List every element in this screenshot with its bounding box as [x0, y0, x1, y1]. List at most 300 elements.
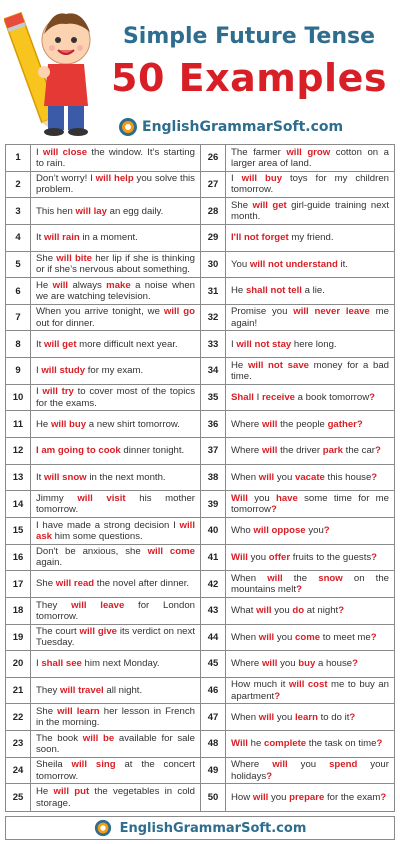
highlighted-verb: ? [266, 770, 273, 782]
example-sentence [31, 278, 200, 304]
example-row [201, 598, 394, 625]
brand-name: EnglishGrammarSoft.com [142, 119, 344, 135]
example-number: 49 [201, 758, 226, 784]
highlighted-verb: will rain [44, 232, 80, 244]
highlighted-verb: ? [375, 445, 381, 457]
example-sentence [31, 491, 200, 517]
sentence-text: me to buy an apartment [231, 679, 389, 702]
example-number: 26 [201, 145, 226, 171]
sentence-text: you solve this problem. [36, 173, 195, 196]
highlighted-verb: will not understand [249, 258, 338, 270]
sentence-text: I [231, 173, 242, 185]
example-sentence [31, 198, 200, 224]
sentence-text: Where [231, 418, 262, 430]
sentence-text: for London tomorrow. [36, 599, 195, 622]
example-row [201, 252, 394, 279]
sentence-text: I [36, 658, 42, 670]
example-number: 17 [6, 571, 31, 597]
highlighted-verb: will get [44, 338, 77, 350]
example-sentence [226, 704, 394, 730]
example-sentence [31, 225, 200, 251]
highlighted-verb: will oppose [253, 525, 306, 537]
sentence-text: It [36, 232, 44, 244]
highlighted-verb: ? [323, 525, 330, 537]
example-sentence [31, 465, 200, 491]
sentence-text: this house [324, 471, 372, 483]
example-sentence [31, 172, 200, 198]
example-sentence [226, 252, 394, 278]
example-sentence [226, 331, 394, 357]
example-number: 12 [6, 438, 31, 464]
example-row [201, 438, 394, 465]
example-number: 8 [6, 331, 31, 357]
example-sentence [31, 305, 200, 331]
highlighted-verb: ? [371, 471, 378, 483]
header [0, 0, 400, 140]
sentence-text: you [247, 492, 276, 504]
sentence-text: I [231, 338, 237, 350]
brand-logo-icon [94, 819, 112, 837]
sentence-text: I [253, 391, 262, 403]
sentence-text: Promise you [231, 306, 294, 318]
sentence-text: When [231, 711, 259, 723]
highlighted-verb: Shall [231, 391, 254, 403]
example-sentence [226, 545, 394, 571]
example-number: 35 [201, 385, 226, 411]
sentence-text: He [231, 285, 246, 297]
example-row [6, 305, 200, 332]
sentence-text: for the exam [324, 792, 381, 804]
highlighted-verb: will visit [77, 492, 126, 504]
example-number: 20 [6, 651, 31, 677]
example-number: 32 [201, 305, 226, 331]
example-number: 24 [6, 758, 31, 784]
example-row [6, 198, 200, 225]
example-number: 21 [6, 678, 31, 704]
example-row [6, 172, 200, 199]
example-number: 48 [201, 731, 226, 757]
highlighted-verb: come [295, 631, 321, 643]
highlighted-verb: will study [41, 365, 86, 377]
sentence-text: When [231, 572, 268, 584]
sentence-text: you [274, 711, 296, 723]
example-number: 5 [6, 252, 31, 278]
highlighted-verb: will come [147, 546, 195, 558]
example-row [6, 678, 200, 705]
sentence-text: the task on time [306, 738, 377, 750]
sentence-text: the car [343, 445, 375, 457]
example-number: 41 [201, 545, 226, 571]
example-row [201, 225, 394, 252]
example-number: 16 [6, 545, 31, 571]
examples-column-right [200, 145, 394, 811]
example-row [6, 145, 200, 172]
sentence-text: her lesson in French in the morning. [36, 706, 195, 729]
example-sentence [226, 678, 394, 704]
example-sentence [226, 651, 394, 677]
example-row [201, 305, 394, 332]
example-row [201, 625, 394, 652]
sentence-text: some time for me tomorrow [231, 492, 389, 516]
example-number: 37 [201, 438, 226, 464]
sentence-text: at night [304, 605, 339, 617]
highlighted-verb: Will [231, 492, 248, 504]
example-sentence [31, 518, 200, 544]
example-number: 31 [201, 278, 226, 304]
highlighted-verb: park [322, 445, 343, 457]
example-row [201, 784, 394, 811]
sentence-text: fruits to the guests [290, 551, 372, 563]
sentence-text: He [36, 418, 51, 430]
sentence-text: They [36, 685, 60, 697]
example-sentence [31, 438, 200, 464]
sentence-text: She [36, 706, 58, 718]
sentence-text: dinner tonight. [120, 445, 185, 457]
highlighted-verb: Will [231, 738, 248, 750]
highlighted-verb: will [258, 471, 275, 483]
brand-header [118, 116, 343, 138]
example-number: 33 [201, 331, 226, 357]
sentence-text: you [274, 471, 296, 483]
highlighted-verb: will not save [247, 359, 309, 371]
sentence-text: toys for my children tomorrow. [231, 173, 389, 196]
example-sentence [226, 438, 394, 464]
example-number: 38 [201, 465, 226, 491]
highlighted-verb: will sing [71, 759, 116, 771]
sentence-text: I have made a strong decision I [36, 519, 180, 531]
example-number: 46 [201, 678, 226, 704]
sentence-text: you [277, 658, 299, 670]
sentence-text: available for sale soon. [36, 732, 195, 755]
example-row [201, 172, 394, 199]
sentence-text: on the mountains melt [231, 572, 390, 596]
example-sentence [31, 252, 200, 278]
sentence-text: you [268, 792, 290, 804]
sentence-text: When [231, 471, 259, 483]
sentence-text: The court [36, 626, 80, 638]
example-sentence [226, 731, 394, 757]
example-number: 42 [201, 571, 226, 597]
sentence-text: When you arrive tonight, we [36, 306, 164, 318]
sentence-text: his mother tomorrow. [36, 492, 195, 516]
example-sentence [31, 598, 200, 624]
sentence-text: you [274, 631, 296, 643]
title-line-2: 50 Examples [111, 56, 387, 100]
sentence-text: How much it [231, 679, 289, 691]
example-number: 22 [6, 704, 31, 730]
sentence-text: the vegetables in cold storage. [36, 786, 195, 809]
examples-column-left [6, 145, 200, 811]
example-row [201, 145, 394, 172]
example-sentence [31, 385, 200, 411]
sentence-text: more difficult next year. [76, 338, 178, 350]
highlighted-verb: ? [352, 658, 358, 670]
highlighted-verb: will [267, 572, 283, 584]
sentence-text: you [271, 605, 293, 617]
example-sentence [226, 172, 394, 198]
sentence-text: here long. [291, 338, 337, 350]
sentence-text: The book [36, 732, 83, 744]
example-number: 9 [6, 358, 31, 384]
highlighted-verb: will help [95, 173, 134, 185]
highlighted-verb: gather? [327, 418, 363, 430]
example-row [6, 331, 200, 358]
example-row [6, 278, 200, 305]
example-row [6, 651, 200, 678]
example-number: 7 [6, 305, 31, 331]
sentence-text: at the concert tomorrow. [36, 759, 195, 782]
example-number: 3 [6, 198, 31, 224]
highlighted-verb: have [275, 492, 298, 504]
example-row [201, 198, 394, 225]
sentence-text: always [68, 279, 107, 291]
sentence-text: a lie. [301, 285, 325, 297]
example-sentence [31, 704, 200, 730]
highlighted-verb: will try [42, 386, 74, 398]
example-number: 30 [201, 252, 226, 278]
highlighted-verb: offer [268, 551, 291, 563]
highlighted-verb: make [106, 279, 131, 291]
example-sentence [226, 598, 394, 624]
sentence-text: cotton on a larger area of land. [231, 146, 389, 169]
footer-brand-name: EnglishGrammarSoft.com [119, 820, 307, 836]
pencil-mascot-illustration [4, 2, 102, 138]
example-row [201, 571, 394, 598]
example-row [201, 731, 394, 758]
sentence-text: he [247, 738, 264, 750]
example-row [201, 704, 394, 731]
sentence-text: the novel after dinner. [94, 578, 190, 590]
example-row [201, 385, 394, 412]
highlighted-verb: complete [263, 738, 307, 750]
example-row [6, 411, 200, 438]
sentence-text: in the next month. [86, 471, 166, 483]
highlighted-verb: spend [329, 759, 358, 771]
highlighted-verb: will put [53, 786, 90, 798]
example-sentence [226, 305, 394, 331]
example-number: 27 [201, 172, 226, 198]
example-number: 4 [6, 225, 31, 251]
example-number: 44 [201, 625, 226, 651]
highlighted-verb: will buy [241, 173, 283, 185]
highlighted-verb: snow [318, 572, 343, 584]
example-number: 1 [6, 145, 31, 171]
example-row [6, 438, 200, 465]
sentence-text: girl-guide training next month. [231, 199, 389, 223]
example-row [201, 331, 394, 358]
highlighted-verb: will give [79, 626, 118, 638]
example-row [6, 225, 200, 252]
highlighted-verb: will cost [288, 679, 328, 691]
highlighted-verb: will read [55, 578, 95, 590]
sentence-text: I [36, 365, 42, 377]
sentence-text: She [36, 578, 56, 590]
highlighted-verb: do [292, 605, 305, 617]
example-row [6, 598, 200, 625]
example-sentence [31, 145, 200, 171]
highlighted-verb: buy [298, 658, 316, 670]
highlighted-verb: will [261, 445, 278, 457]
highlighted-verb: vacate [295, 471, 325, 483]
sentence-text: Don't be anxious, she [36, 546, 148, 558]
sentence-text: Where [231, 445, 262, 457]
example-row [6, 731, 200, 758]
sentence-text: my friend. [288, 232, 334, 244]
example-row [201, 651, 394, 678]
sentence-text: Jimmy [36, 492, 78, 504]
example-row [201, 465, 394, 492]
sentence-text: She [231, 199, 253, 211]
sentence-text: When [231, 631, 259, 643]
sentence-text: you [287, 759, 330, 771]
example-sentence [31, 545, 200, 571]
highlighted-verb: will [52, 279, 69, 291]
example-sentence [226, 625, 394, 651]
example-sentence [226, 411, 394, 437]
example-sentence [31, 784, 200, 811]
example-sentence [31, 678, 200, 704]
highlighted-verb: will grow [286, 146, 331, 158]
example-sentence [31, 358, 200, 384]
sentence-text: for my exam. [85, 365, 144, 377]
sentence-text: the [282, 572, 319, 584]
sentence-text: an egg daily. [106, 205, 164, 217]
example-sentence [226, 571, 394, 597]
sentence-text: it. [337, 258, 348, 270]
sentence-text: a book tomorrow [295, 391, 370, 403]
highlighted-verb: shall see [41, 658, 82, 670]
sentence-text: This hen [36, 205, 76, 217]
sentence-text: again. [36, 557, 63, 569]
sentence-text: She [36, 253, 57, 265]
example-number: 18 [6, 598, 31, 624]
example-number: 28 [201, 198, 226, 224]
highlighted-verb: ? [338, 605, 345, 617]
sentence-text: Sheila [36, 759, 72, 771]
highlighted-verb: Will [231, 551, 248, 563]
example-row [6, 518, 200, 545]
highlighted-verb: will not stay [236, 338, 292, 350]
highlighted-verb: will [252, 792, 269, 804]
highlighted-verb: ? [370, 631, 377, 643]
highlighted-verb: shall not tell [245, 285, 302, 297]
example-sentence [226, 758, 394, 784]
example-row [201, 518, 394, 545]
highlighted-verb: will [258, 631, 275, 643]
sentence-text: I [36, 386, 43, 398]
example-row [201, 358, 394, 385]
highlighted-verb: ? [296, 584, 302, 596]
highlighted-verb: will get [252, 199, 287, 211]
example-row [6, 571, 200, 598]
examples-table [5, 144, 395, 812]
highlighted-verb: will be [82, 732, 115, 744]
sentence-text: They [36, 599, 72, 611]
example-number: 45 [201, 651, 226, 677]
sentence-text: You [231, 258, 250, 270]
example-row [6, 758, 200, 785]
highlighted-verb: ? [376, 738, 383, 750]
example-sentence [226, 518, 394, 544]
sentence-text: He [36, 279, 53, 291]
example-row [201, 411, 394, 438]
sentence-text: What [231, 605, 257, 617]
sentence-text: you [247, 551, 269, 563]
sentence-text: in a moment. [79, 232, 138, 244]
sentence-text: him next Monday. [81, 658, 160, 670]
example-number: 11 [6, 411, 31, 437]
example-row [6, 465, 200, 492]
sentence-text: a house [315, 658, 353, 670]
highlighted-verb: will never leave [293, 306, 370, 318]
title-line-1: Simple Future Tense [122, 24, 376, 49]
example-row [6, 545, 200, 572]
example-row [6, 491, 200, 518]
example-row [6, 252, 200, 279]
example-number: 14 [6, 491, 31, 517]
example-sentence [226, 278, 394, 304]
example-sentence [226, 225, 394, 251]
sentence-text: How [231, 792, 253, 804]
highlighted-verb: will lay [75, 205, 107, 217]
example-row [6, 784, 200, 811]
example-number: 34 [201, 358, 226, 384]
sentence-text: I [36, 146, 43, 158]
highlighted-verb: ? [380, 792, 387, 804]
sentence-text: to do it [317, 711, 350, 723]
highlighted-verb: ? [371, 551, 378, 563]
example-sentence [226, 385, 394, 411]
example-sentence [226, 784, 394, 811]
highlighted-verb: prepare [289, 792, 325, 804]
sentence-text: your holidays [231, 759, 389, 782]
example-number: 39 [201, 491, 226, 517]
example-number: 40 [201, 518, 226, 544]
example-sentence [226, 491, 394, 517]
example-number: 47 [201, 704, 226, 730]
highlighted-verb: ? [349, 711, 356, 723]
sentence-text: to meet me [320, 631, 371, 643]
example-row [201, 678, 394, 705]
example-number: 25 [6, 784, 31, 811]
example-number: 19 [6, 625, 31, 651]
sentence-text: you [305, 525, 324, 537]
example-number: 50 [201, 784, 226, 811]
example-number: 6 [6, 278, 31, 304]
highlighted-verb: will [258, 711, 275, 723]
sentence-text: The farmer [231, 146, 287, 158]
sentence-text: its verdict on next Tuesday. [36, 626, 195, 649]
example-row [6, 625, 200, 652]
example-number: 2 [6, 172, 31, 198]
sentence-text: It [36, 338, 44, 350]
example-number: 36 [201, 411, 226, 437]
highlighted-verb: will learn [57, 706, 100, 718]
sentence-text: out for dinner. [36, 317, 95, 329]
highlighted-verb: I am going to cook [36, 445, 121, 457]
sentence-text: He [231, 359, 248, 371]
highlighted-verb: will bite [56, 253, 93, 265]
example-sentence [31, 625, 200, 651]
example-sentence [226, 358, 394, 384]
example-number: 29 [201, 225, 226, 251]
sentence-text: all night. [103, 685, 143, 697]
sentence-text: a new shirt tomorrow. [86, 418, 180, 430]
example-row [6, 385, 200, 412]
example-number: 13 [6, 465, 31, 491]
example-number: 10 [6, 385, 31, 411]
example-row [6, 358, 200, 385]
